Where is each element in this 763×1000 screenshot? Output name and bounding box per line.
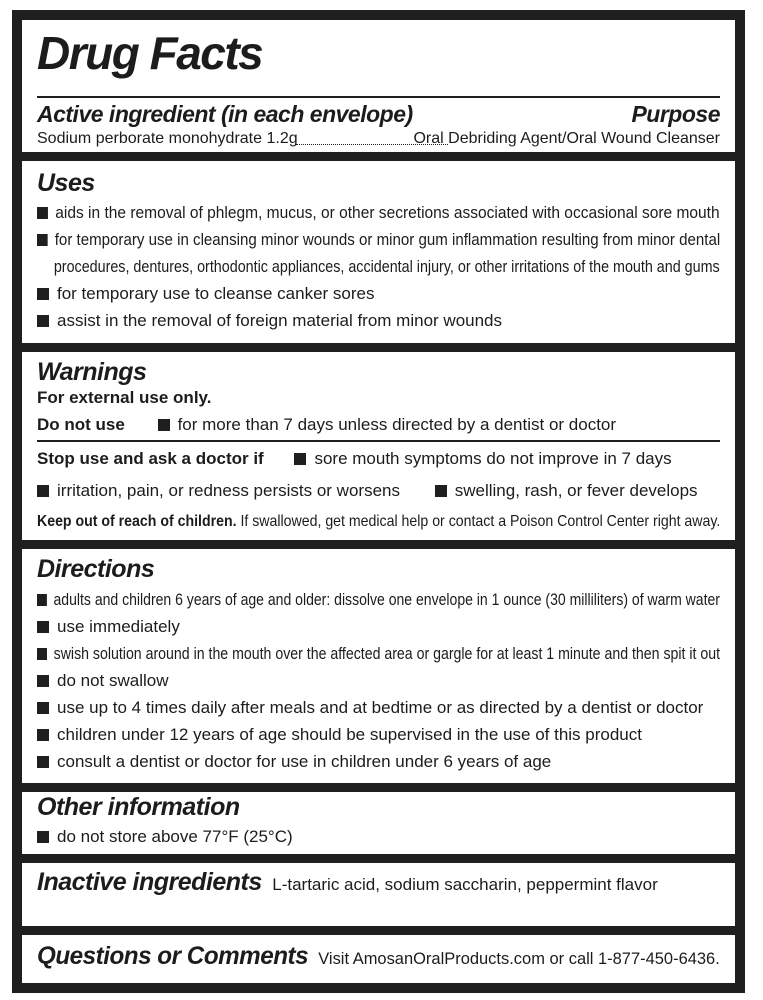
bullet-icon — [37, 756, 49, 768]
active-ingredient-panel — [22, 20, 735, 152]
list-item: swish solution around in the mouth over the affected area or gargle for at least 1 minute and then spit it out — [37, 644, 605, 664]
page-title: Drug Facts — [37, 27, 263, 79]
warnings-divider — [37, 440, 720, 442]
questions-row — [37, 942, 720, 971]
bullet-icon — [294, 453, 306, 465]
bullet-icon — [37, 621, 49, 633]
inactive-ingredients-panel — [22, 863, 735, 926]
drug-facts-label — [12, 10, 745, 993]
questions-panel — [22, 935, 735, 983]
bullet-icon — [37, 729, 49, 741]
list-item: do not store above 77°F (25°C) — [37, 827, 720, 847]
bullet-icon — [37, 234, 48, 246]
active-ingredient-name: Sodium perborate monohydrate 1.2g — [37, 130, 298, 147]
title-divider — [37, 96, 720, 98]
bullet-icon — [37, 675, 49, 687]
bullet-icon — [37, 315, 49, 327]
inactive-ingredients-row — [37, 868, 658, 897]
list-item: assist in the removal of foreign material from minor wounds — [37, 311, 720, 331]
purpose-heading: Purpose — [631, 101, 720, 127]
bullet-icon — [37, 485, 49, 497]
keep-out-of-reach: Keep out of reach of children. If swallowed, get medical help or contact a Poison Control Center right away. — [37, 513, 721, 530]
list-item: for temporary use to cleanse canker sores — [37, 284, 720, 304]
list-item-continuation: procedures, dentures, orthodontic appliances, accidental injury, or other irritations of the mouth and gums — [53, 257, 720, 276]
other-information-heading: Other information — [37, 793, 240, 821]
warnings-heading: Warnings — [37, 358, 147, 386]
list-item: use immediately — [37, 617, 720, 637]
list-item: aids in the removal of phlegm, mucus, or other secretions associated with occasional sore mouth — [37, 203, 661, 223]
external-use-note: For external use only. — [37, 388, 212, 407]
list-item: for temporary use in cleansing minor wounds or minor gum inflammation resulting from minor dental — [37, 230, 643, 250]
warnings-panel — [22, 352, 735, 540]
do-not-use-row: Do not use for more than 7 days unless directed by a dentist or doctor — [37, 415, 617, 434]
list-item: consult a dentist or doctor for use in children under 6 years of age — [37, 752, 720, 772]
inactive-ingredients-text: L-tartaric acid, sodium saccharin, peppermint flavor — [272, 875, 658, 894]
list-item: children under 12 years of age should be supervised in the use of this product — [37, 725, 720, 745]
bullet-icon — [37, 648, 47, 660]
questions-text: Visit AmosanOralProducts.com or call 1-877-450-6436. — [318, 949, 720, 968]
directions-panel — [22, 549, 735, 783]
bullet-icon — [158, 419, 170, 431]
list-item: adults and children 6 years of age and older: dissolve one envelope in 1 ounce (30 milliliters) of warm water — [37, 590, 600, 610]
bullet-icon — [37, 831, 49, 843]
directions-heading: Directions — [37, 555, 155, 583]
bullet-icon — [37, 288, 49, 300]
inactive-ingredients-heading: Inactive ingredients — [37, 868, 262, 896]
active-ingredient-heading: Active ingredient (in each envelope) — [37, 101, 413, 127]
bullet-icon — [37, 594, 47, 606]
list-item: do not swallow — [37, 671, 720, 691]
bullet-icon — [37, 207, 48, 219]
bullet-icon — [37, 702, 49, 714]
bullet-icon — [435, 485, 447, 497]
uses-heading: Uses — [37, 169, 95, 197]
other-information-panel — [22, 792, 735, 854]
list-item: use up to 4 times daily after meals and at bedtime or as directed by a dentist or doctor — [37, 698, 720, 718]
stop-use-row: Stop use and ask a doctor if sore mouth symptoms do not improve in 7 days — [37, 449, 672, 468]
stop-use-row-2: irritation, pain, or redness persists or worsens swelling, rash, or fever develops — [37, 481, 720, 501]
purpose-text: Oral Debriding Agent/Oral Wound Cleanser — [413, 130, 720, 147]
questions-heading: Questions or Comments — [37, 942, 309, 970]
uses-panel — [22, 161, 735, 343]
